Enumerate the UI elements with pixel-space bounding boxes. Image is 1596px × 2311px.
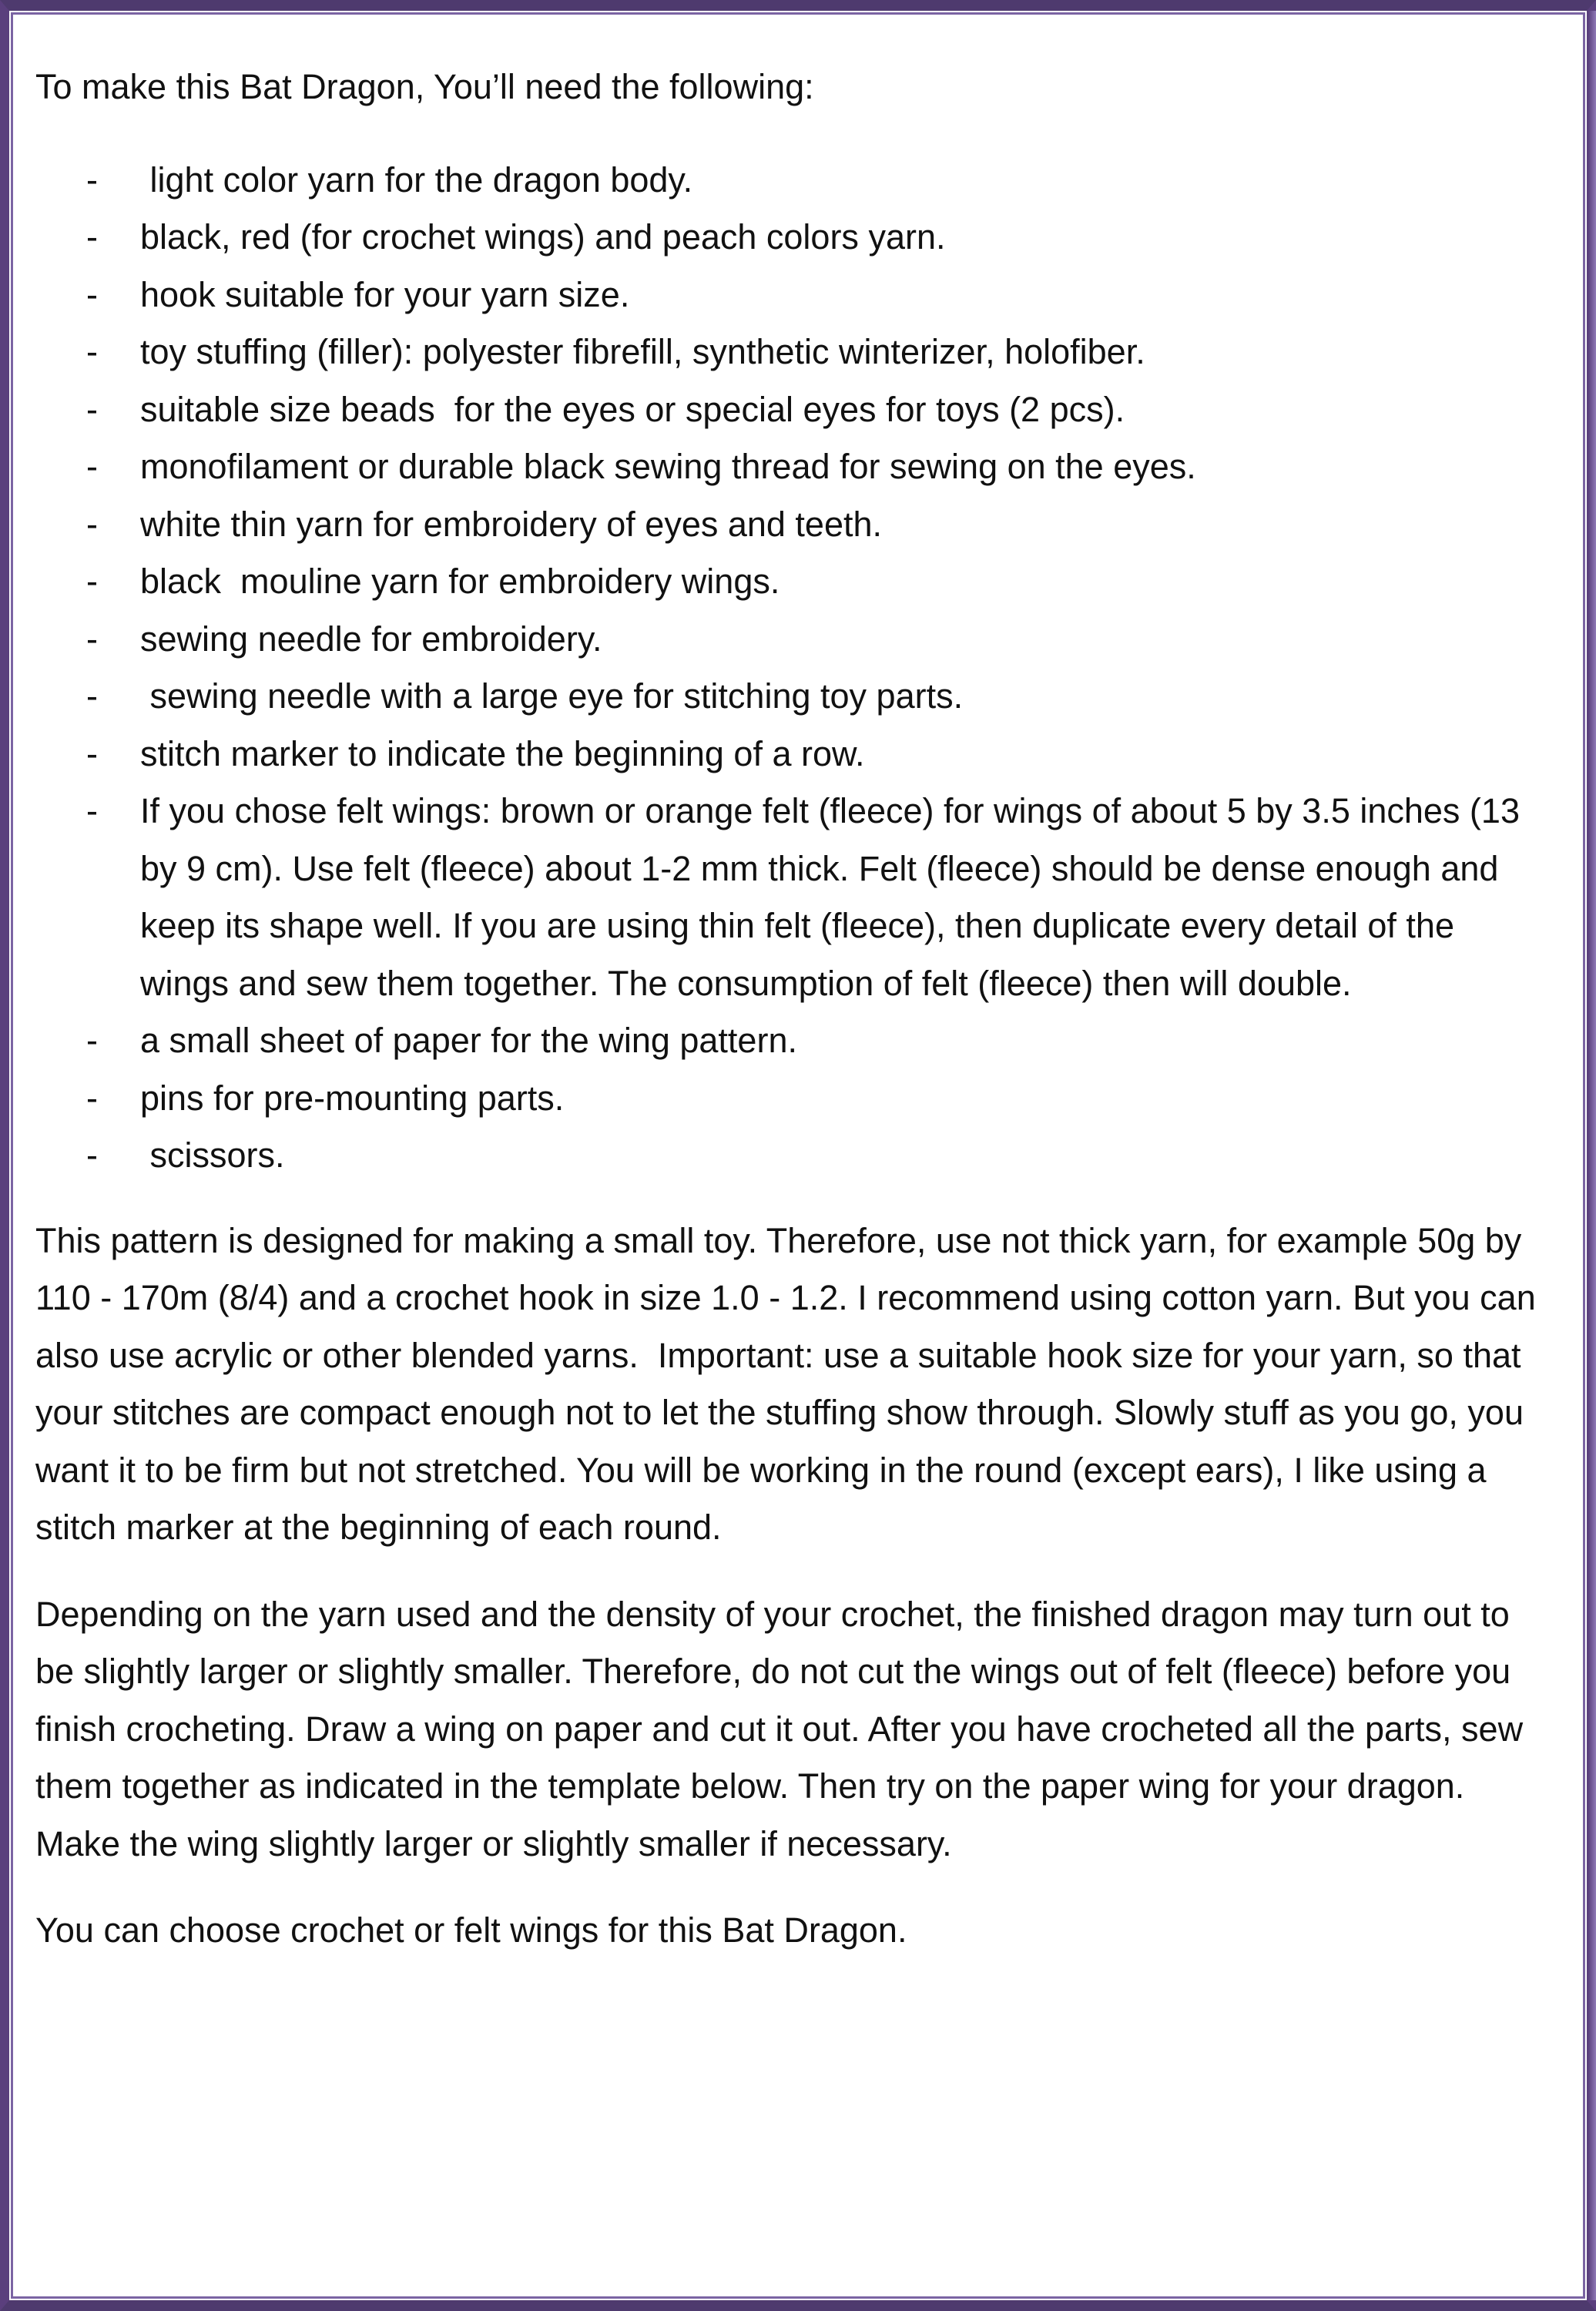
document-body	[35, 59, 1550, 1989]
list-item-text: stitch marker to indicate the beginning of a row.	[140, 733, 865, 773]
list-item	[35, 611, 1550, 669]
list-dash: -	[86, 733, 98, 773]
list-item-text: sewing needle for embroidery.	[140, 619, 602, 659]
list-item-text: If you chose felt wings: brown or orange felt (fleece) for wings of about 5 by 3.5 inches (13 by 9 cm). Use felt (fleece) about 1-2 mm thick. Felt (fleece) should be dense enough and keep its shape well. If you are using thin felt (fleece), then duplicate every detail of the wings and sew them together. The consumption of felt (fleece) then will double.	[140, 791, 1520, 1003]
materials-list	[35, 152, 1550, 1185]
list-item	[35, 267, 1550, 324]
paragraph-yarn-advice: This pattern is designed for making a small toy. Therefore, use not thick yarn, for example 50g by 110 - 170m (8/4) and a crochet hook in size 1.0 - 1.2. I recommend using cotton yarn. But you can also use acrylic or other blended yarns. Important: use a suitable hook size for your yarn, so that your stitches are compact enough not to let the stuffing show through. Slowly stuff as you go, you want it to be firm but not stretched. You will be working in the round (except ears), I like using a stitch marker at the beginning of each round.	[35, 1220, 1546, 1547]
list-item-text: black mouline yarn for embroidery wings.	[140, 562, 780, 601]
list-item	[35, 1070, 1550, 1128]
list-item-text: suitable size beads for the eyes or special eyes for toys (2 pcs).	[140, 389, 1125, 429]
list-item	[35, 668, 1550, 726]
paragraph-size-advice: Depending on the yarn used and the density of your crochet, the finished dragon may turn out to be slightly larger or slightly smaller. Therefore, do not cut the wings out of felt (fleece) before you finish crocheting. Draw a wing on paper and cut it out. After you have crocheted all the parts, sew them together as indicated in the template below. Then try on the paper wing for your dragon. Make the wing slightly larger or slightly smaller if necessary.	[35, 1594, 1524, 1863]
list-dash: -	[86, 676, 98, 716]
list-dash: -	[86, 389, 98, 429]
paragraph-wing-choice: You can choose crochet or felt wings for this Bat Dragon.	[35, 1910, 907, 1950]
list-dash: -	[86, 274, 98, 314]
list-item	[35, 209, 1550, 267]
list-dash: -	[86, 1135, 98, 1175]
list-dash: -	[86, 1078, 98, 1118]
list-dash: -	[86, 1021, 98, 1060]
list-item-text: scissors.	[140, 1135, 285, 1175]
list-dash: -	[86, 217, 98, 257]
list-dash: -	[86, 504, 98, 544]
list-item	[35, 324, 1550, 381]
list-dash: -	[86, 447, 98, 486]
list-item	[35, 152, 1550, 210]
intro-heading: To make this Bat Dragon, You’ll need the following:	[35, 67, 814, 106]
list-dash: -	[86, 332, 98, 371]
list-item-text: toy stuffing (filler): polyester fibrefill, synthetic winterizer, holofiber.	[140, 332, 1145, 371]
list-item-text: white thin yarn for embroidery of eyes and teeth.	[140, 504, 883, 544]
list-dash: -	[86, 159, 98, 200]
list-item	[35, 381, 1550, 439]
list-item-text: black, red (for crochet wings) and peach colors yarn.	[140, 217, 946, 257]
list-item	[35, 496, 1550, 554]
list-item-text: light color yarn for the dragon body.	[140, 159, 693, 200]
list-item	[35, 1012, 1550, 1070]
list-item	[35, 783, 1550, 1012]
list-item-text: sewing needle with a large eye for stitching toy parts.	[140, 676, 964, 716]
list-dash: -	[86, 791, 98, 830]
list-item	[35, 438, 1550, 496]
list-item	[35, 553, 1550, 611]
list-dash: -	[86, 562, 98, 601]
list-dash: -	[86, 619, 98, 659]
list-item	[35, 1127, 1550, 1185]
list-item-text: pins for pre-mounting parts.	[140, 1078, 565, 1118]
list-item-text: monofilament or durable black sewing thread for sewing on the eyes.	[140, 447, 1196, 486]
list-item-text: hook suitable for your yarn size.	[140, 274, 630, 314]
list-item-text: a small sheet of paper for the wing pattern.	[140, 1021, 797, 1060]
list-item	[35, 726, 1550, 783]
